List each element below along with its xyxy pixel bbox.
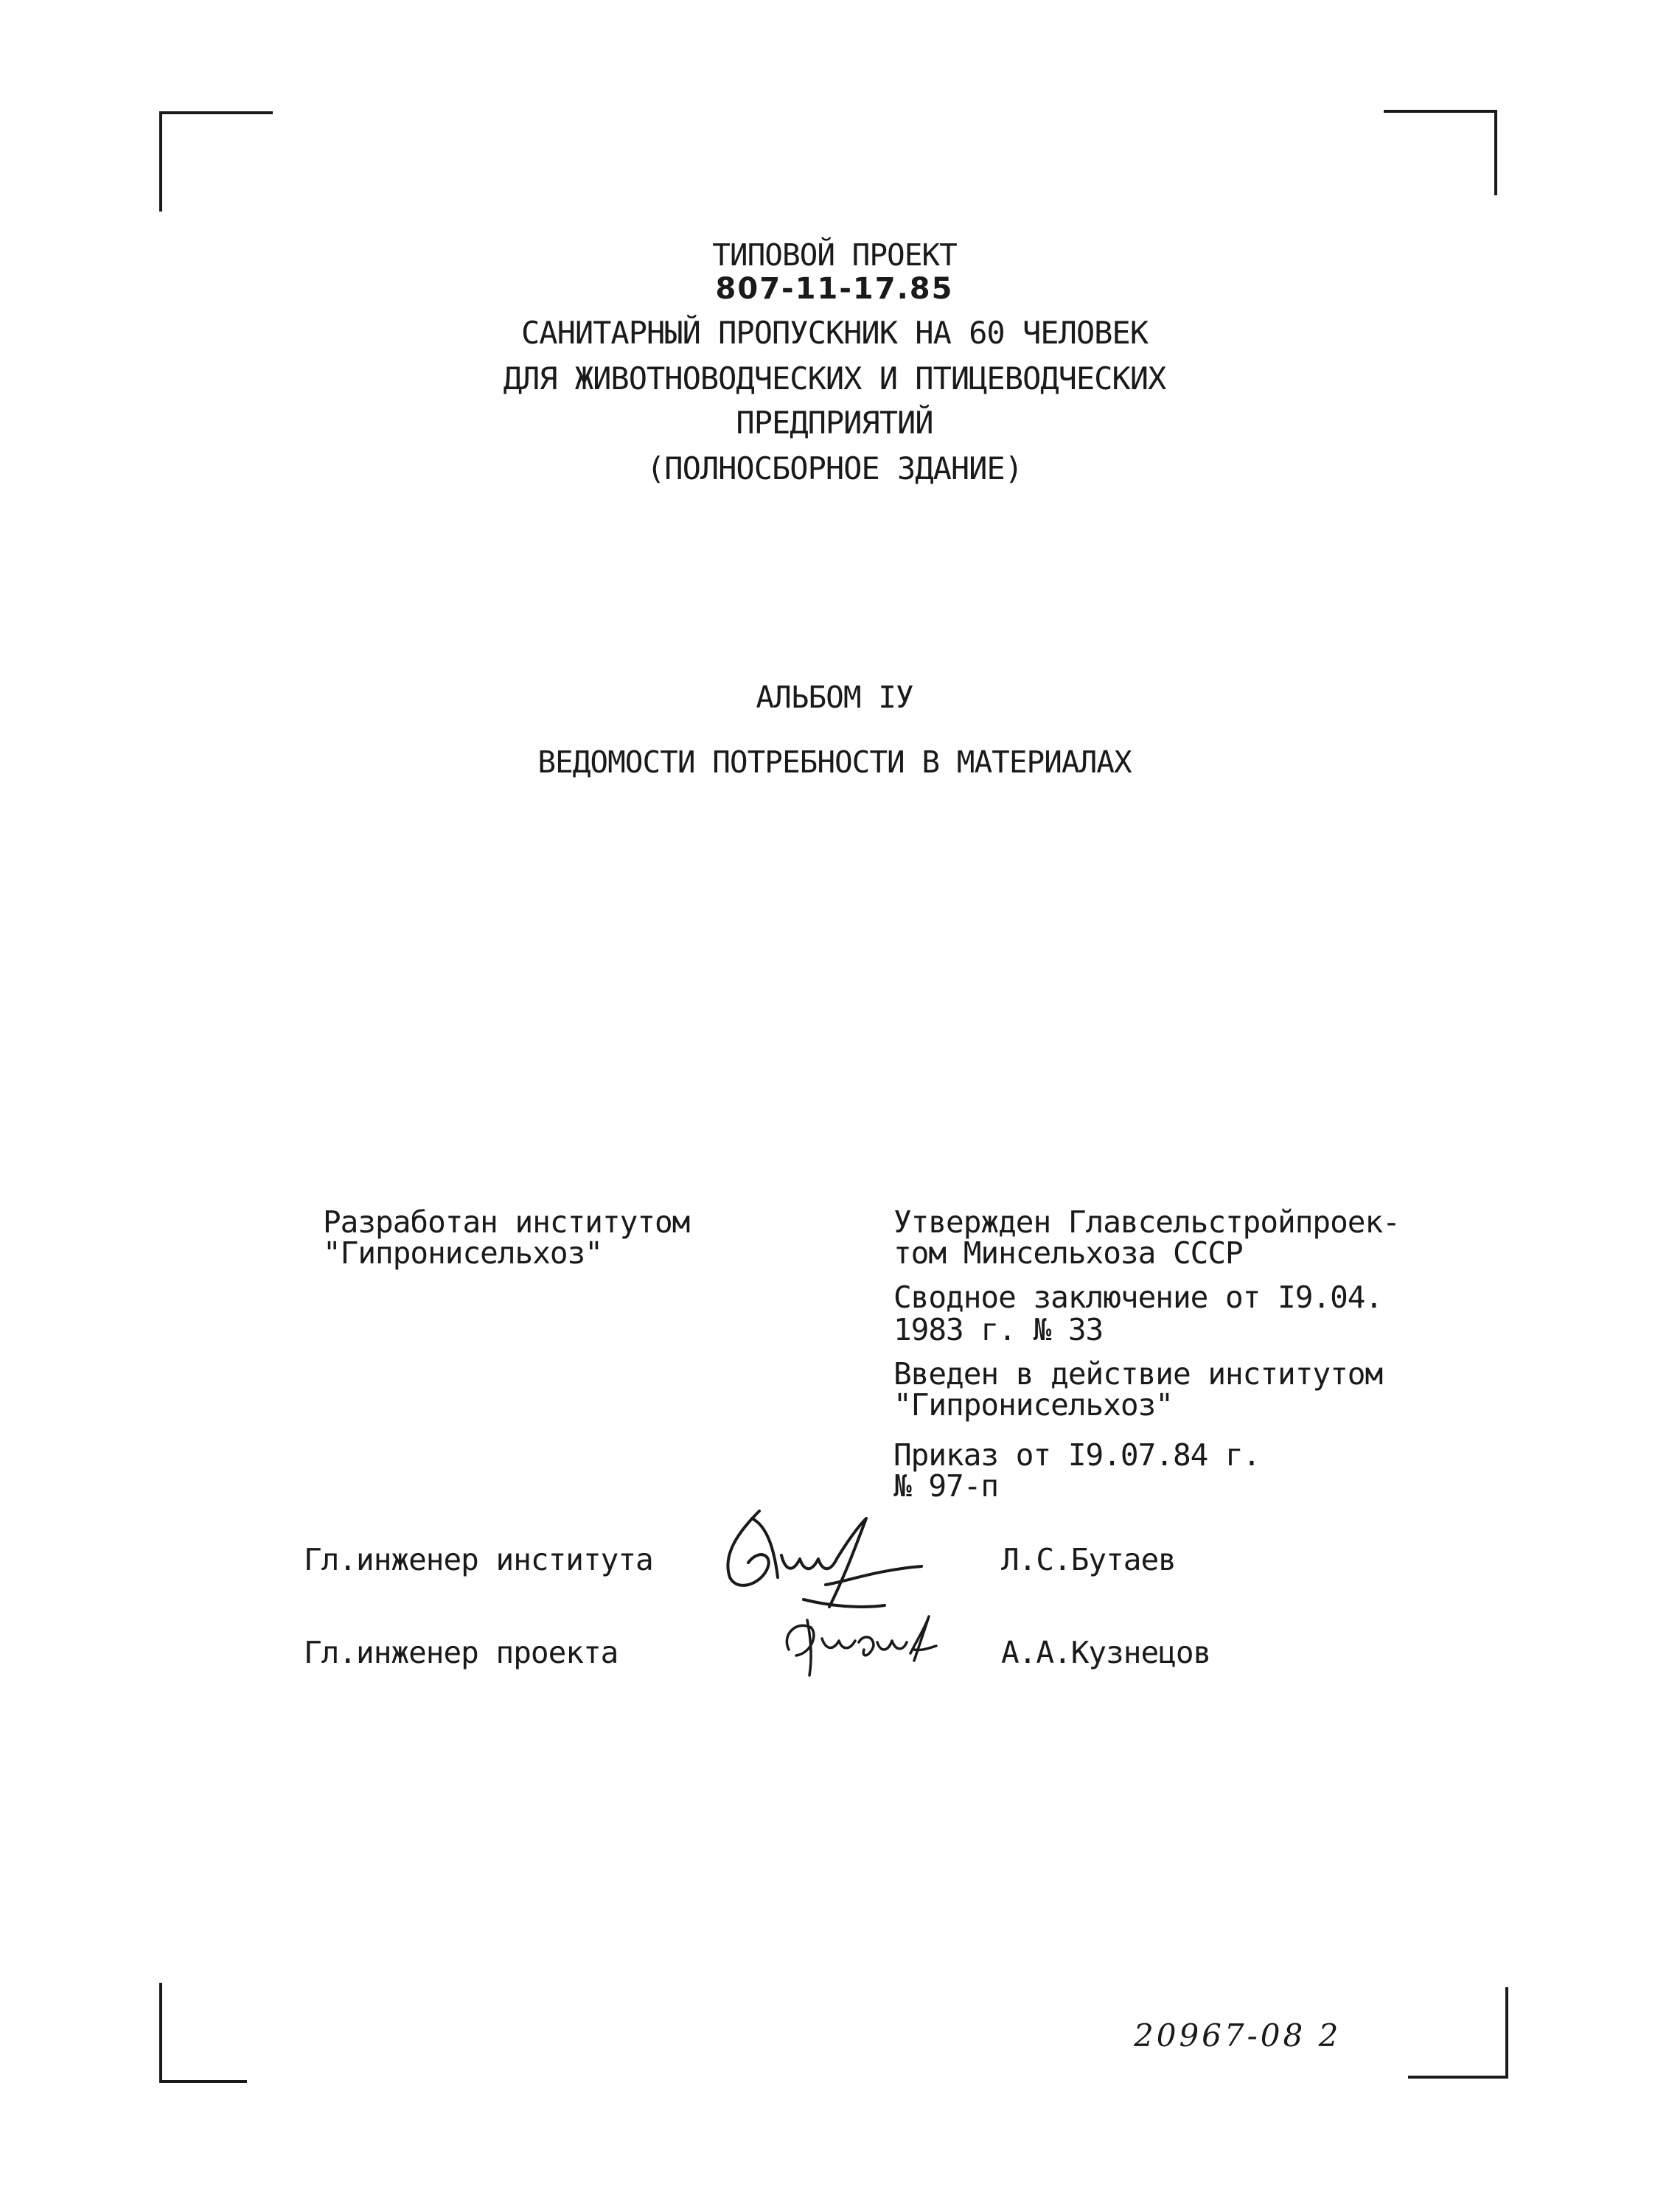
album-label: АЛЬБОМ IУ bbox=[756, 680, 913, 715]
signature-chief-engineer-project bbox=[767, 1605, 944, 1686]
conclusion-line-2: 1983 г. № 33 bbox=[893, 1312, 1104, 1347]
signature-chief-engineer-institute bbox=[708, 1496, 944, 1622]
corner-mark-bottom-right bbox=[1408, 1987, 1508, 2079]
album-subtitle: ВЕДОМОСТИ ПОТРЕБНОСТИ В МАТЕРИАЛАХ bbox=[537, 744, 1132, 780]
corner-mark-top-right bbox=[1384, 110, 1497, 195]
chief-engineer-institute-name: Л.С.Бутаев bbox=[1001, 1542, 1176, 1577]
developer-line-2: "Гипронисельхоз" bbox=[323, 1235, 602, 1271]
project-type-label: ТИПОВОЙ ПРОЕКТ bbox=[712, 237, 957, 273]
chief-engineer-project-name: А.А.Кузнецов bbox=[1001, 1635, 1211, 1670]
chief-engineer-project-role: Гл.инженер проекта bbox=[304, 1635, 619, 1670]
enacted-line-1: Введен в действие институтом bbox=[893, 1356, 1383, 1392]
approved-line-2: том Минсельхоза СССР bbox=[893, 1235, 1243, 1271]
order-line-1: Приказ от I9.07.84 г. bbox=[893, 1437, 1261, 1473]
corner-mark-top-left bbox=[159, 111, 273, 212]
title-line-2: ДЛЯ ЖИВОТНОВОДЧЕСКИХ И ПТИЦЕВОДЧЕСКИХ bbox=[503, 360, 1166, 397]
corner-mark-bottom-left bbox=[159, 1983, 247, 2083]
enacted-line-2: "Гипронисельхоз" bbox=[893, 1387, 1173, 1423]
conclusion-line-1: Сводное заключение от I9.04. bbox=[893, 1280, 1383, 1315]
chief-engineer-institute-role: Гл.инженер института bbox=[304, 1542, 653, 1577]
inventory-number: 20967-08 2 bbox=[1134, 2017, 1342, 2054]
approved-line-1: Утвержден Главсельстройпроек- bbox=[893, 1204, 1400, 1240]
title-line-4: (ПОЛНОСБОРНОЕ ЗДАНИЕ) bbox=[646, 450, 1023, 486]
developer-line-1: Разработан институтом bbox=[323, 1204, 690, 1240]
title-line-3: ПРЕДПРИЯТИЙ bbox=[736, 405, 933, 441]
project-code: 807-11-17.85 bbox=[715, 272, 954, 306]
order-line-2: № 97-п bbox=[893, 1468, 999, 1504]
title-line-1: САНИТАРНЫЙ ПРОПУСКНИК НА 60 ЧЕЛОВЕК bbox=[520, 315, 1149, 351]
